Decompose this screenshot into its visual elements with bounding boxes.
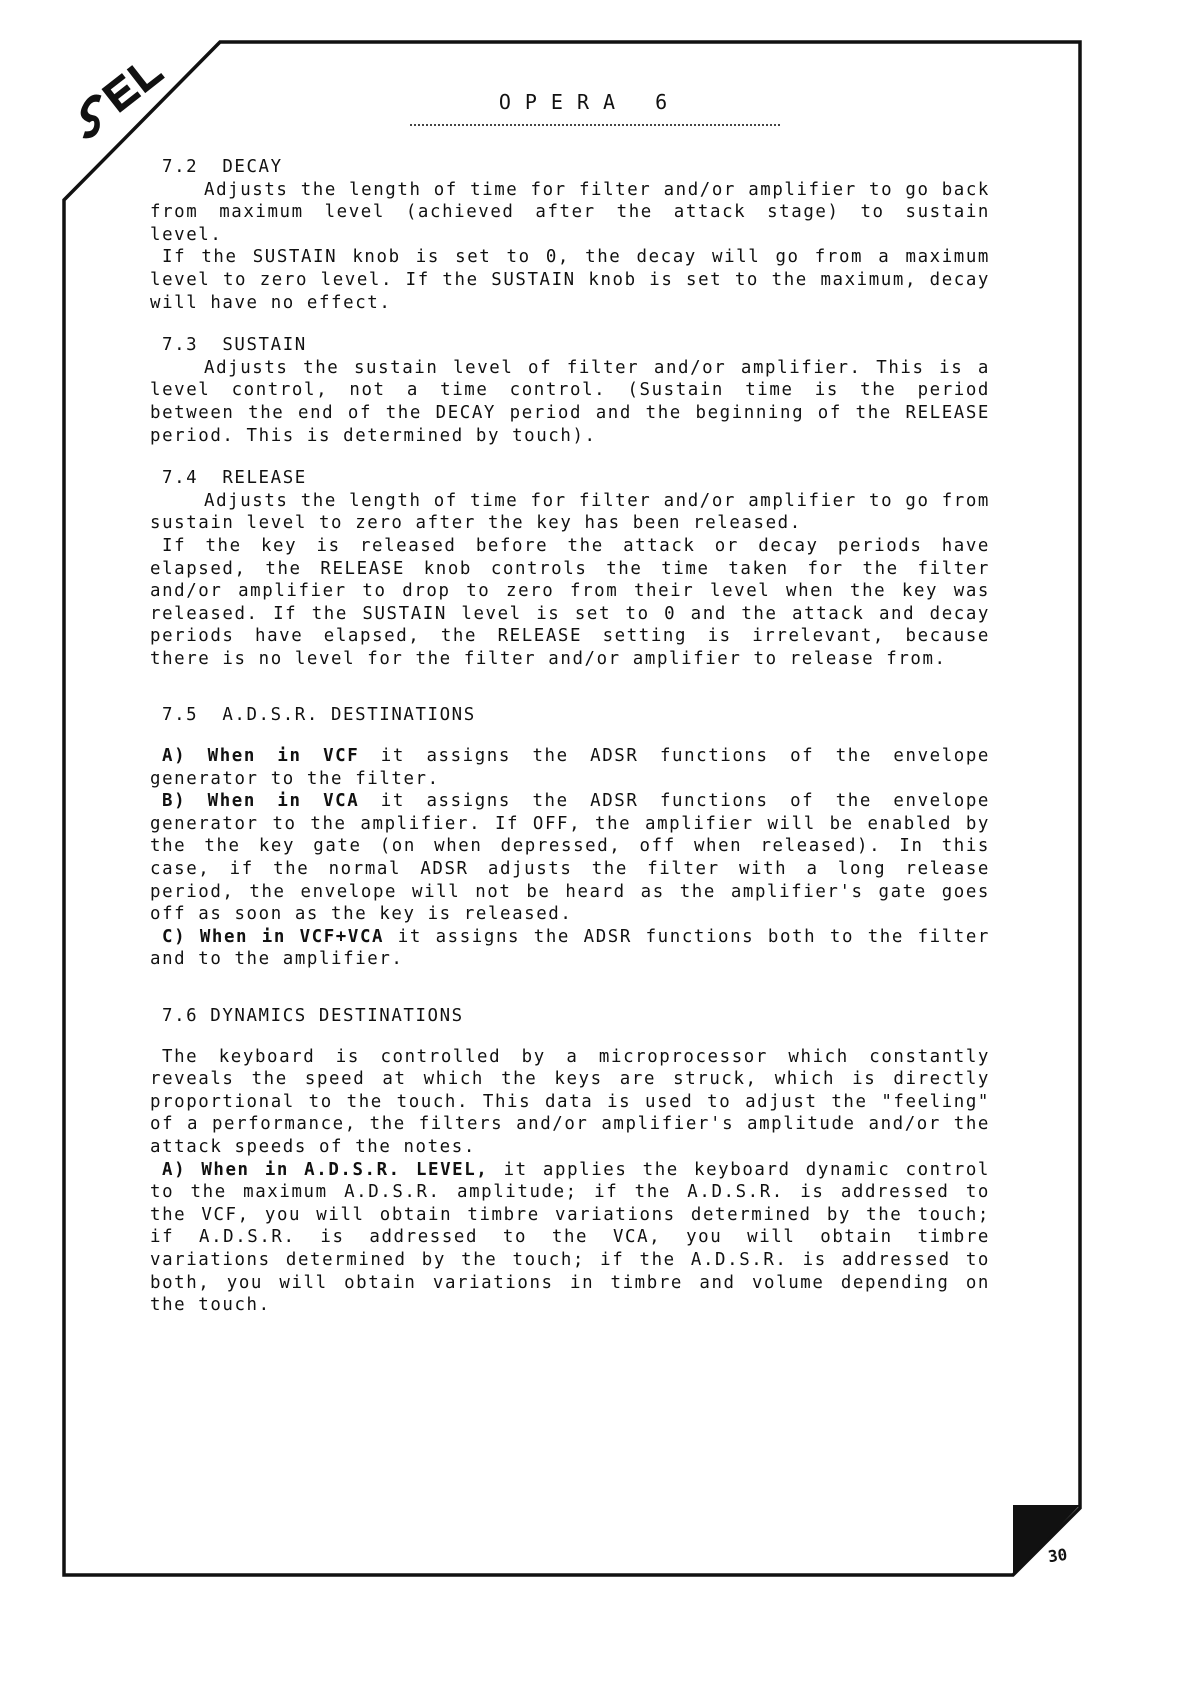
page-number: 30 [1046,1544,1069,1567]
page-title: OPERA 6 [498,90,682,114]
company-logo [58,44,178,144]
section-sustain [150,334,990,447]
option-label: C) When in VCF+VCA [162,926,385,947]
option-label: B) When in VCA [162,791,360,812]
paragraph: Adjusts the length of time for filter and/or amplifier to go from sustain level to zero after the key has been released. [150,490,990,534]
option-text: it applies the keyboard dynamic control to the maximum A.D.S.R. amplitude; if the A.D.S.R. is addressed to the VCF, you will obtain timbre variations determined by the touch; if A.D.S.R. is addressed to the VCA, you will obtain timbre variations determined by the touch; if the A.D.S.R. is addressed to both, you will obtain variations in timbre and volume depending on the touch. [150,1159,990,1316]
header-divider [410,124,780,126]
manual-body [150,156,990,1337]
section-dynamics-destinations [150,1005,990,1317]
page-corner-fold [1013,1505,1080,1575]
section-heading: 7.6 DYNAMICS DESTINATIONS [162,1006,464,1026]
section-heading: 7.2 DECAY [162,157,283,177]
option-label: A) When in VCF [162,746,360,767]
section-heading: 7.4 RELEASE [162,468,307,489]
section-decay [150,156,990,314]
paragraph: The keyboard is controlled by a microprocessor which constantly reveals the speed at which the keys are struck, which is directly proportional to the touch. This data is used to adjust the "feeling" of a performance, the filters and/or amplifier's amplitude and/or the attack speeds of the notes. [150,1046,990,1157]
section-adsr-destinations [150,704,990,971]
paragraph [150,745,990,790]
paragraph [150,1159,990,1317]
paragraph: Adjusts the length of time for filter and/or amplifier to go back from maximum level (achieved after the attack stage) to sustain level. [150,179,990,245]
paragraph [150,790,990,926]
paragraph: If the key is released before the attack or decay periods have elapsed, the RELEASE knob controls the time taken for the filter and/or amplifier to drop to zero from their level when the key was released. If the SUSTAIN level is set to 0 and the attack and decay periods have elapsed, the RELEASE setting is irrelevant, because there is no level for the filter and/or amplifier to release from. [150,535,990,669]
section-heading: 7.5 A.D.S.R. DESTINATIONS [162,705,476,726]
paragraph: If the SUSTAIN knob is set to 0, the decay will go from a maximum level to zero level. If the SUSTAIN knob is set to the maximum, decay will have no effect. [150,247,990,313]
option-label: A) When in A.D.S.R. LEVEL, [162,1159,489,1180]
paragraph [150,926,990,971]
paragraph: Adjusts the sustain level of filter and/or amplifier. This is a level control, not a time control. (Sustain time is the period between the end of the DECAY period and the beginning of the RELEASE period. This is determined by touch). [150,357,990,446]
option-text: it assigns the ADSR functions of the envelope generator to the filter. [150,746,990,789]
section-release [150,467,990,670]
option-text: it assigns the ADSR functions of the envelope generator to the amplifier. If OFF, the amplifier will be enabled by the the key gate (on when depressed, off when released). In this case, if the normal ADSR adjusts the filter with a long release period, the envelope will not be heard as the amplifier's gate goes off as soon as the key is released. [150,791,990,925]
section-heading: 7.3 SUSTAIN [162,335,307,356]
option-text: it assigns the ADSR functions both to the filter and to the amplifier. [150,926,990,970]
